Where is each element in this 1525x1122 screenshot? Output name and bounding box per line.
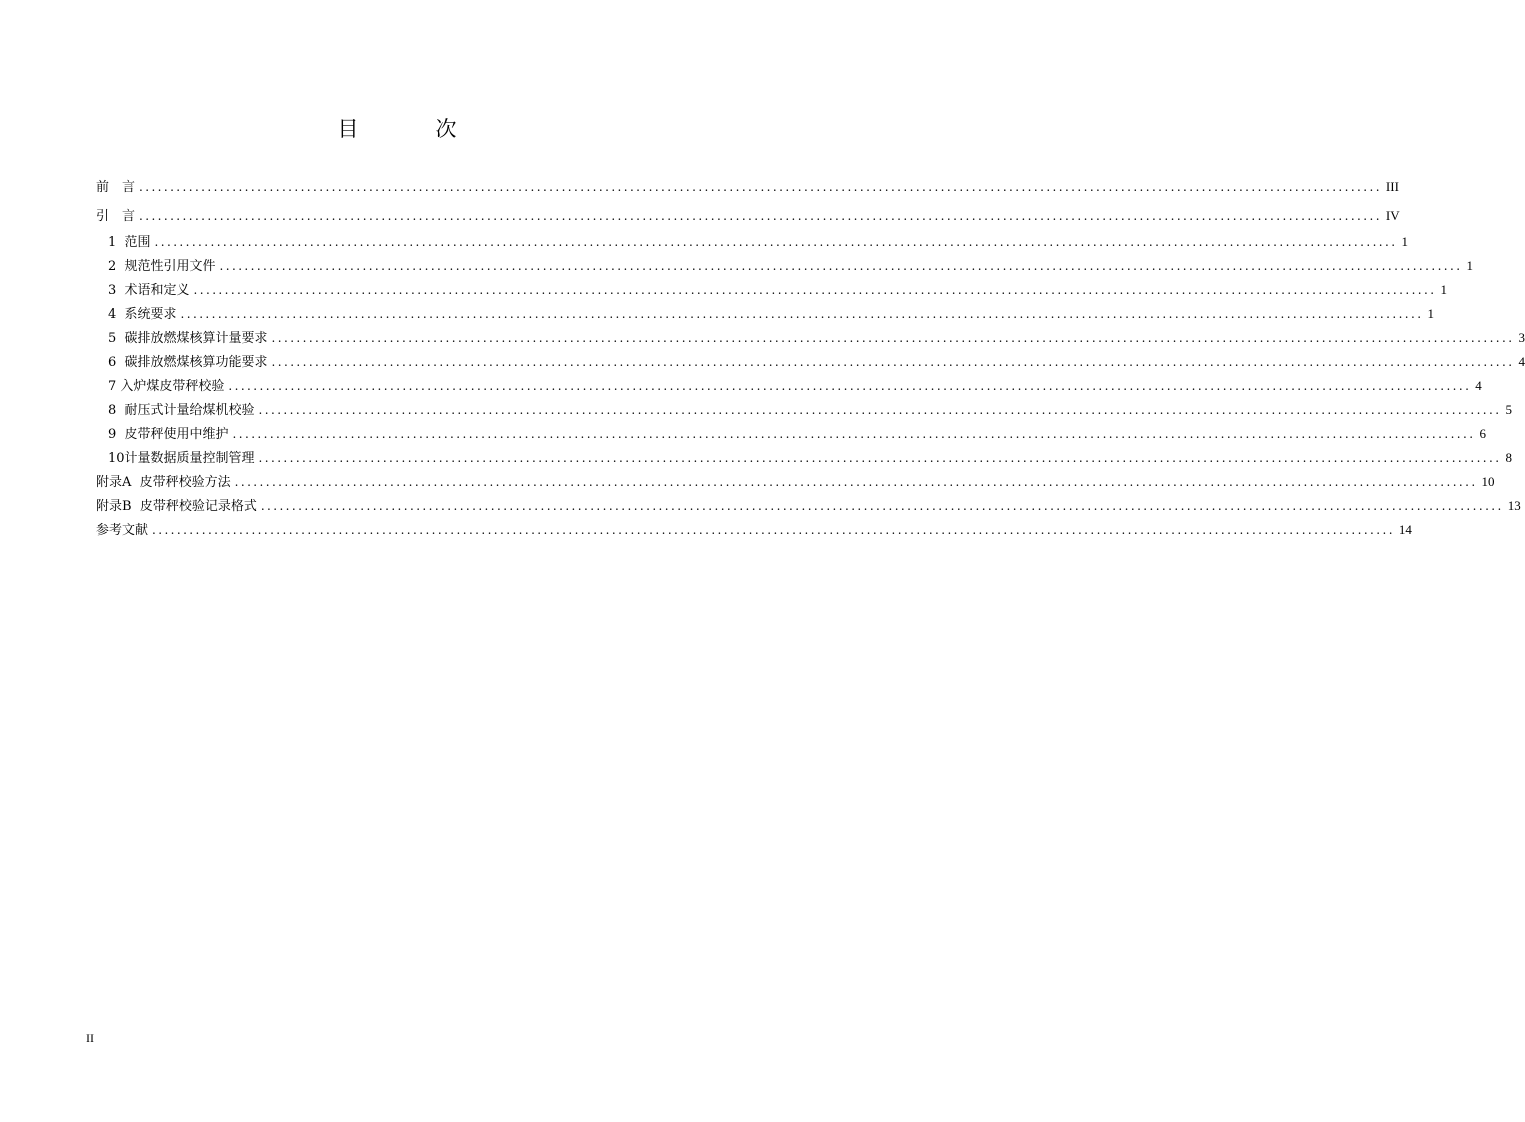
toc-entry-label: 参考文献 [96, 523, 149, 538]
toc-entry-label: 前 言 [96, 180, 136, 195]
toc-entry-label: 1 范围 [108, 235, 151, 250]
toc-entry-bibliography[interactable] [96, 518, 1412, 542]
toc-entry-introduction[interactable] [96, 201, 1400, 230]
toc-dot-leader: ........................................................................................................................................................................................................ [180, 307, 1424, 321]
toc-entry-page: 1 [1401, 234, 1408, 249]
toc-dot-leader: ........................................................................................................................................................................................................ [219, 259, 1463, 273]
toc-entry-label: 4 系统要求 [108, 307, 177, 322]
toc-entry-label: 3 术语和定义 [108, 283, 190, 298]
toc-dot-leader: ........................................................................................................................................................................................................ [193, 283, 1437, 297]
toc-entry-label: 8 耐压式计量给煤机校验 [108, 403, 255, 418]
toc-entry-page: 3 [1518, 330, 1525, 345]
toc-entry-label: 5 碳排放燃煤核算计量要求 [108, 331, 268, 346]
toc-dot-leader: ........................................................................................................................................................................................................ [152, 523, 1395, 537]
toc-entry-label: 2 规范性引用文件 [108, 259, 216, 274]
toc-dot-leader: ........................................................................................................................................................................................................ [271, 355, 1515, 369]
toc-entry-system-requirements[interactable] [96, 302, 1434, 326]
toc-entry-page: 8 [1505, 450, 1512, 465]
toc-entry-page: 4 [1518, 354, 1525, 369]
toc-dot-leader: ........................................................................................................................................................................................................ [258, 403, 1502, 417]
toc-entry-function-requirements[interactable] [96, 350, 1525, 374]
toc-entry-appendix-a[interactable] [96, 470, 1495, 494]
toc-entry-page: IV [1385, 208, 1400, 223]
toc-entry-label: 附录A 皮带秤校验方法 [96, 475, 231, 490]
toc-entry-page: 10 [1481, 474, 1495, 489]
toc-dot-leader: ........................................................................................................................................................................................................ [139, 180, 1382, 194]
toc-entry-page: 1 [1440, 282, 1447, 297]
toc-dot-leader: ........................................................................................................................................................................................................ [154, 235, 1398, 249]
toc-entry-page: 14 [1398, 522, 1412, 537]
toc-entry-belt-scale-calibration[interactable] [96, 374, 1482, 398]
toc-entry-label: 10计量数据质量控制管理 [108, 451, 255, 466]
toc-entry-metering-requirements[interactable] [96, 326, 1525, 350]
toc-dot-leader: ........................................................................................................................................................................................................ [258, 451, 1502, 465]
toc-entry-terms-definitions[interactable] [96, 278, 1447, 302]
toc-entry-page: 1 [1466, 258, 1473, 273]
toc-entry-page: 13 [1507, 498, 1521, 513]
toc-entry-feeder-calibration[interactable] [96, 398, 1512, 422]
toc-dot-leader: ........................................................................................................................................................................................................ [234, 475, 1478, 489]
toc-entry-normative-references[interactable] [96, 254, 1473, 278]
toc-entry-maintenance[interactable] [96, 422, 1486, 446]
toc-entry-scope[interactable] [96, 230, 1408, 254]
toc-entry-appendix-b[interactable] [96, 494, 1521, 518]
toc-entry-foreword[interactable] [96, 172, 1399, 201]
toc-entry-label: 附录B 皮带秤校验记录格式 [96, 499, 257, 514]
toc-entry-page: 5 [1505, 402, 1512, 417]
toc-dot-leader: ........................................................................................................................................................................................................ [232, 427, 1476, 441]
toc-entry-page: 6 [1479, 426, 1486, 441]
toc-dot-leader: ........................................................................................................................................................................................................ [228, 379, 1472, 393]
toc-entry-data-quality[interactable] [96, 446, 1512, 470]
toc-entry-page: 1 [1427, 306, 1434, 321]
page-title: 目 次 [337, 117, 485, 141]
toc-entry-page: III [1385, 179, 1399, 194]
toc-dot-leader: ........................................................................................................................................................................................................ [271, 331, 1515, 345]
toc-dot-leader: ........................................................................................................................................................................................................ [260, 499, 1504, 513]
toc-entry-label: 9 皮带秤使用中维护 [108, 427, 229, 442]
page-number: II [86, 1031, 94, 1045]
toc-entry-page: 4 [1475, 378, 1482, 393]
toc-entry-label: 6 碳排放燃煤核算功能要求 [108, 355, 268, 370]
toc-dot-leader: ........................................................................................................................................................................................................ [139, 209, 1382, 223]
table-of-contents [96, 172, 1525, 542]
toc-entry-label: 引 言 [96, 209, 136, 224]
toc-entry-label: 7 入炉煤皮带秤校验 [108, 379, 225, 394]
